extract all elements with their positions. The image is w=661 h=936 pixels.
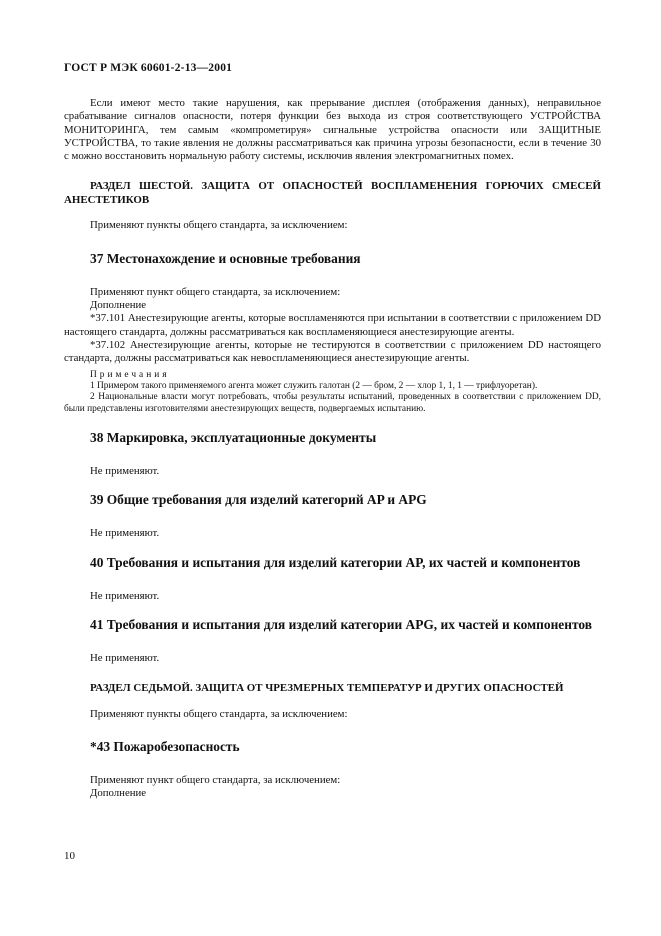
- clause-37-addition: Дополнение: [90, 299, 147, 312]
- clause-40-title: 40 Требования и испытания для изделий категории AP, их частей и компонентов: [90, 554, 581, 570]
- clause-41-text: Не применяют.: [90, 651, 160, 664]
- clause-40-text: Не применяют.: [90, 589, 160, 602]
- clause-37-102: *37.102 Анестезирующие агенты, которые не тестируются в соответствии с приложением DD настоящего стандарта, должны рассматриваться как невоспламеняющиеся анестезирующие агенты.: [64, 338, 601, 365]
- page-number: 10: [64, 850, 75, 862]
- section-6-text: Применяют пункты общего стандарта, за исключением:: [90, 219, 348, 232]
- clause-43-text: Применяют пункт общего стандарта, за исключением:: [90, 773, 341, 786]
- section-7-title: РАЗДЕЛ СЕДЬМОЙ. ЗАЩИТА ОТ ЧРЕЗМЕРНЫХ ТЕМПЕРАТУР И ДРУГИХ ОПАСНОСТЕЙ: [90, 682, 564, 695]
- note-2: 2 Национальные власти могут потребовать, чтобы результаты испытаний, проведенных в соответствии с приложением DD, были представлены изготовителями анестезирующих веществ, подвергаемых испытанию.: [64, 392, 601, 415]
- note-1: 1 Примером такого применяемого агента может служить галотан (2 — бром, 2 — хлор 1, 1, 1 — трифлуоретан).: [90, 380, 538, 391]
- clause-37-text: Применяют пункт общего стандарта, за исключением:: [90, 285, 341, 298]
- clause-41-title: 41 Требования и испытания для изделий категории APG, их частей и компонентов: [90, 616, 592, 632]
- section-6-title: РАЗДЕЛ ШЕСТОЙ. ЗАЩИТА ОТ ОПАСНОСТЕЙ ВОСПЛАМЕНЕНИЯ ГОРЮЧИХ СМЕСЕЙ АНЕСТЕТИКОВ: [64, 180, 601, 206]
- clause-39-title: 39 Общие требования для изделий категорий AP и APG: [90, 492, 427, 508]
- clause-43-title: *43 Пожаробезопасность: [90, 738, 240, 754]
- clause-38-title: 38 Маркировка, эксплуатационные документы: [90, 429, 377, 445]
- clause-37-101: *37.101 Анестезирующие агенты, которые воспламеняются при испытании в соответствии с приложением DD настоящего стандарта, должны рассматриваться как воспламеняющиеся анестезирующие агенты.: [64, 312, 601, 338]
- intro-paragraph: Если имеют место такие нарушения, как прерывание дисплея (отображения данных), неправильное срабатывание сигналов опасности, потеря функции без выхода из строя соответствующего УСТРОЙСТВА МОНИТОРИНГА, тем самым «компрометируя» сигнальные устройства опасности или ЗАЩИТНЫЕ УСТРОЙСТВА, то такие явления не должны рассматриваться как причина угрозы безопасности, если в течение 30 с можно восстановить нормальную работу системы, исключив явления электромагнитных помех.: [64, 97, 601, 163]
- clause-39-text: Не применяют.: [90, 527, 160, 540]
- clause-38-text: Не применяют.: [90, 464, 160, 477]
- section-7-text: Применяют пункты общего стандарта, за исключением:: [90, 707, 348, 720]
- notes-heading: Примечания: [90, 369, 170, 380]
- clause-43-addition: Дополнение: [90, 787, 147, 800]
- document-header: ГОСТ Р МЭК 60601-2-13—2001: [64, 62, 233, 74]
- clause-37-title: 37 Местонахождение и основные требования: [90, 250, 361, 266]
- document-page: [64, 62, 601, 801]
